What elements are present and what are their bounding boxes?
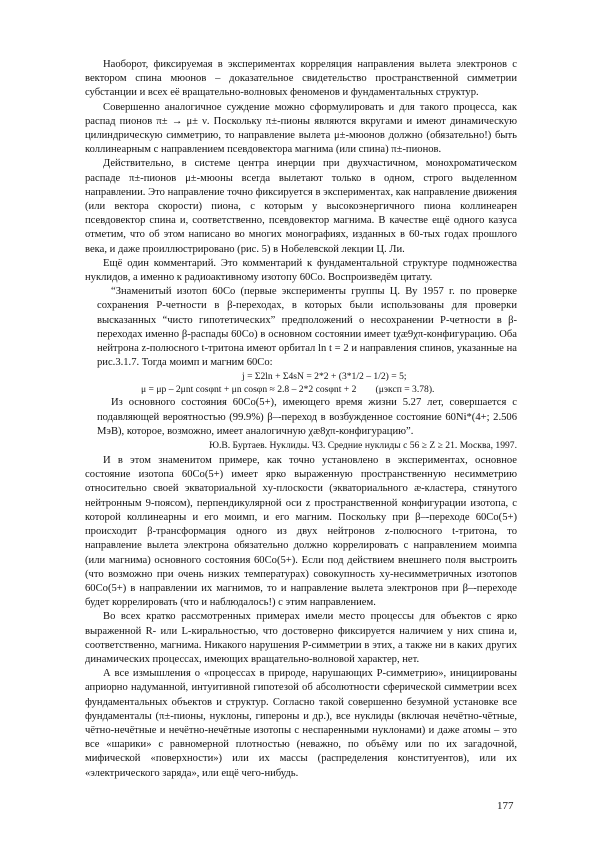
- quote-paragraph-1: “Знаменитый изотоп 60Co (первые эксперименты группы Ц. Ву 1957 г. по проверке сохранения P-четности в β-переходах, в которых были использованы для проверки высказанных “чисто гипотетических” предположений о несохранении P-четности в β-переходах именно β-распады 60Co) в основном состоянии имеет tχæ9χπ-конфигурацию. Оба нейтрона z-полюсного t-тритона имеют орбитал ln t = 2 и направления спинов, указанные на рис.3.1.7. Тогда моимп и магним 60Co:: [97, 286, 517, 369]
- paragraph-1: Наоборот, фиксируемая в экспериментах корреляция направления вылета электронов с вектором спина мюонов – доказательное свидетельство пространственной симметрии субстанции и всех её вращательно-волновых феноменов и фундаментальных структур.: [85, 59, 517, 99]
- paragraph-3: Действительно, в системе центра инерции при двухчастичном, монохроматическом распаде π±-пионов μ±-мюоны всегда вылетают только в одном, строго выделенном направлении. Это направление точно фиксируется в экспериментах, как направление движения (или вектора скорости) пиона, с которым у высокоэнергичного пиона коллинеарен псевдовектор спина и, соответственно, псевдовектор магнима. В качестве ещё одного казуса отметим, что об этом написано во многих монографиях, изданных в 60-тых годах прошлого века, и даже проиллюстрировано (рис. 5) в Нобелевской лекции Ц. Ли.: [85, 158, 517, 255]
- paragraph-5: И в этом знаменитом примере, как точно установлено в экспериментах, основное состояние изотопа 60Co(5+) имеет ярко выраженную пространственную несимметрию относительно своей экваториальной xy-плоскости (экваториального æ-кластера, стянутого нейтронным 9-поясом), перпендикулярной оси z пространственной конфигурации изотопа, с которой коллинеарны и его моимп, и его магним. Поскольку при β–-переходе 60Co(5+) происходит β-трансформация одного из двух нейтронов z-полюсного t-тритона, то направление вылета электрона обязательно должно коррелировать с направлением моимпа (или магнима) основного состояния 60Co(5+). Если под действием внешнего поля выстроить (что возможно при очень низких температурах) совокупность xy-несимметричных изотопов 60Co(5+) в направлении их магнимов, то и направление вылета электронов при β–-переходе будет коррелировать (что и наблюдалось!) с этим направлением.: [85, 455, 517, 609]
- quote-paragraph-2: Из основного состояния 60Co(5+), имеющего время жизни 5.27 лет, совершается с подавляющей вероятностью (99.9%) β–-переход в возбужденное состояние 60Ni*(4+; 2.506 МэВ), которое, возможно, имеет аналогичную χæ8χπ-конфигурацию”.: [97, 397, 517, 437]
- page-body: [85, 58, 517, 781]
- formula-moment: j = Σ2ln + Σ4sN = 2*2 + (3*1/2 – 1/2) = 5;: [242, 371, 407, 383]
- paragraph-6: Во всех кратко рассмотренных примерах имели место процессы для объектов с ярко выраженной R- или L-киральностью, что достоверно фиксируется наличием у них спина и, соответственно, магнима. Никакого нарушения P-симметрии в этих, а также ни в каких других динамических процессах, имеющих вращательно-волновой характер, нет.: [85, 611, 517, 665]
- page-number: 177: [497, 800, 514, 812]
- formula-magnetic: μ = μp – 2μnt cosφnt + μn cosφn ≈ 2.8 – 2*2 cosφnt + 2 (μэксп = 3.78).: [141, 384, 435, 396]
- quote-citation: Ю.В. Буртаев. Нуклиды. Ч3. Средние нуклиды с 56 ≥ Z ≥ 21. Москва, 1997.: [209, 440, 517, 452]
- paragraph-2: Совершенно аналогичное суждение можно сформулировать и для такого процесса, как распад пионов π± → μ± ν. Поскольку π±-пионы являются вкругами и имеют динамическую цилиндрическую симметрию, то направление вылета μ±-мюонов должно (обязательно!) быть коллинеарным с направлением псевдовектора магнима (или спина) π±-пионов.: [85, 101, 517, 156]
- paragraph-7: А все измышления о «процессах в природе, нарушающих P-симметрию», инициированы априорно надуманной, интуитивной гипотезой об абсолютности сферической симметрии всех фундаментальных объектов и структур. Согласно такой совершенно безумной установке все фундаменталы (π±-пионы, нуклоны, гипероны и др.), все нуклиды (включая нечётно-чётные, чётно-нечётные и нечётно-нечётные изотопы с неспаренными нуклонами) и даже атомы – это все «шарики» с равномерной плотностью (неважно, по объёму или по их загадочной, мифической «поверхности») или их массы (распределения конституентов), или их «электрического заряда», или ещё чего-нибудь.: [85, 668, 517, 779]
- quotation-block: [97, 285, 517, 452]
- paragraph-4: Ещё один комментарий. Это комментарий к фундаментальной структуре подмножества нуклидов, а именно к радиоактивному изотопу 60Co. Воспроизведём цитату.: [85, 257, 517, 284]
